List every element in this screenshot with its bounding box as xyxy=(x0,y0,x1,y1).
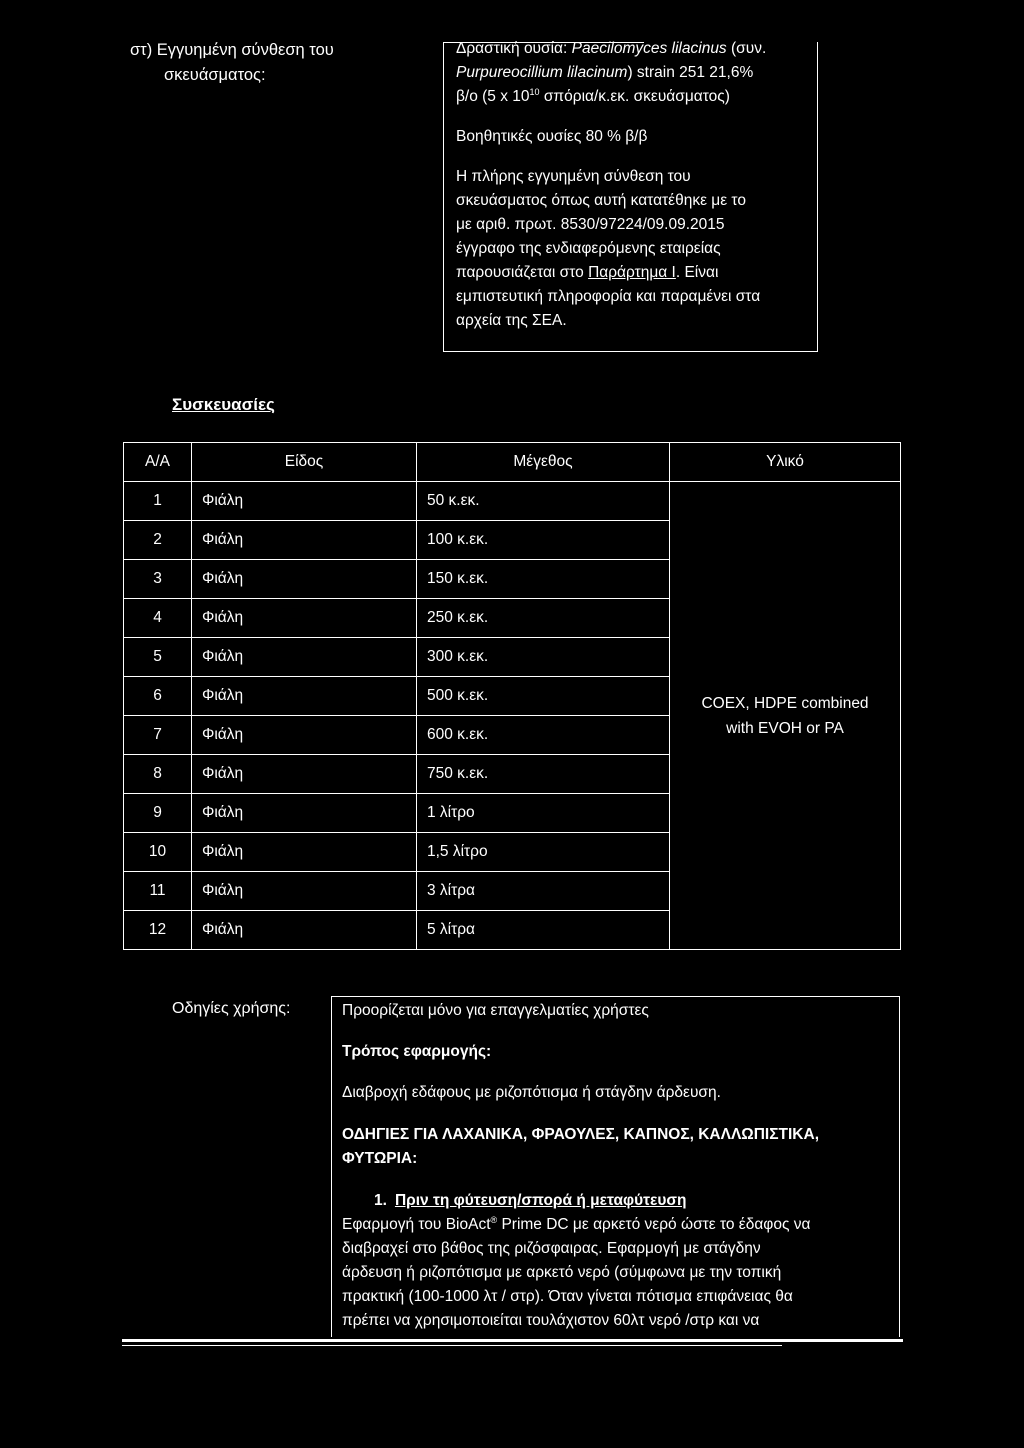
composition-box xyxy=(443,42,818,352)
row-no: 2 xyxy=(124,521,192,560)
row-no: 7 xyxy=(124,716,192,755)
packaging-header-row xyxy=(124,443,901,482)
row-size: 250 κ.εκ. xyxy=(417,599,670,638)
row-no: 5 xyxy=(124,638,192,677)
row-size: 3 λίτρα xyxy=(417,872,670,911)
packaging-heading: Συσκευασίες xyxy=(172,395,275,414)
crops-heading-line1: ΟΔΗΓΙΕΣ ΓΙΑ ΛΑΧΑΝΙΚΑ, ΦΡΑΟΥΛΕΣ, ΚΑΠΝΟΣ, ΚΑΛΛΩΠΙΣΤΙΚΑ, xyxy=(342,1126,819,1143)
row-kind: Φιάλη xyxy=(192,599,417,638)
step1-line2: διαβραχεί στο βάθος της ριζόσφαιρας. Εφαρμογή με στάγδην xyxy=(342,1240,761,1257)
method-heading: Τρόπος εφαρμογής: xyxy=(342,1043,492,1060)
material-line1: COEX, HDPE combined xyxy=(701,694,869,712)
directions-text xyxy=(342,999,892,1333)
step1-title: Πριν τη φύτευση/σπορά ή μεταφύτευση xyxy=(394,1192,687,1209)
row-size: 150 κ.εκ. xyxy=(417,560,670,599)
full-composition-line1: Η πλήρης εγγυημένη σύνθεση του xyxy=(456,168,691,185)
composition-label xyxy=(130,38,370,88)
row-size: 300 κ.εκ. xyxy=(417,638,670,677)
page-bottom-rule xyxy=(122,1339,903,1342)
row-size: 100 κ.εκ. xyxy=(417,521,670,560)
full-line5-a: παρουσιάζεται στο xyxy=(456,264,589,281)
step1-line4: πρακτική (100-1000 λτ / στρ). Όταν γίνεται πότισμα επιφάνειας θα xyxy=(342,1288,793,1305)
row-size: 1 λίτρο xyxy=(417,794,670,833)
row-no: 11 xyxy=(124,872,192,911)
active-prefix: Δραστική ουσία: xyxy=(456,40,572,57)
step1-line5: πρέπει να χρησιμοποιείται τουλάχιστον 60λτ νερό /στρ και να xyxy=(342,1312,760,1329)
row-kind: Φιάλη xyxy=(192,833,417,872)
full-composition-line2: σκευάσματος όπως αυτή κατατέθηκε με το xyxy=(456,192,746,209)
active-synonym: Purpureocillium lilacinum xyxy=(456,64,628,81)
full-composition-line5 xyxy=(456,261,816,285)
step1-number: 1. xyxy=(374,1192,387,1209)
directions-box xyxy=(331,996,900,1337)
row-kind: Φιάλη xyxy=(192,521,417,560)
row-kind: Φιάλη xyxy=(192,638,417,677)
active-substance-line2 xyxy=(456,61,816,85)
directions-label: Οδηγίες χρήσης: xyxy=(172,1000,291,1017)
step1-heading xyxy=(342,1189,892,1213)
row-kind: Φιάλη xyxy=(192,716,417,755)
row-size: 750 κ.εκ. xyxy=(417,755,670,794)
step1-line1 xyxy=(342,1213,892,1237)
row-size: 1,5 λίτρο xyxy=(417,833,670,872)
header-size: Μέγεθος xyxy=(417,443,670,482)
active-substance-line3 xyxy=(456,85,816,109)
registered-mark: ® xyxy=(490,1214,498,1225)
row-size: 500 κ.εκ. xyxy=(417,677,670,716)
adjuvants-line: Βοηθητικές ουσίες 80 % β/β xyxy=(456,128,648,145)
page-bottom-rule-thin xyxy=(122,1345,782,1346)
row-kind: Φιάλη xyxy=(192,560,417,599)
material-line2: with EVOH or PA xyxy=(726,719,844,737)
full-line5-b: . Είναι xyxy=(675,264,719,281)
row-kind: Φιάλη xyxy=(192,755,417,794)
active-conc-a: β/ο (5 x 10 xyxy=(456,88,530,105)
packaging-table xyxy=(123,442,901,950)
step1-line3: άρδευση ή ριζοπότισμα με αρκετό νερό (σύμφωνα με την τοπική xyxy=(342,1264,782,1281)
header-material: Υλικό xyxy=(670,443,901,482)
active-strain: ) strain 251 21,6% xyxy=(627,64,754,81)
active-conc-exponent: 10 xyxy=(529,86,540,97)
row-no: 6 xyxy=(124,677,192,716)
row-no: 1 xyxy=(124,482,192,521)
step1-line1-a: Εφαρμογή του BioAct xyxy=(342,1216,491,1233)
active-name: Paecilomyces lilacinus xyxy=(571,40,727,57)
header-no: Α/Α xyxy=(124,443,192,482)
row-kind: Φιάλη xyxy=(192,872,417,911)
professional-use-line: Προορίζεται μόνο για επαγγελματίες χρήστες xyxy=(342,1002,649,1019)
active-syn-open: (συν. xyxy=(726,40,767,57)
full-composition-line7: αρχεία της ΣΕΑ. xyxy=(456,312,567,329)
row-kind: Φιάλη xyxy=(192,482,417,521)
annex-link[interactable]: Παράρτημα Ι xyxy=(588,264,676,281)
active-substance-line1 xyxy=(456,37,816,61)
full-composition-line4: έγγραφο της ενδιαφερόμενης εταιρείας xyxy=(456,240,721,257)
step1-line1-b: Prime DC με αρκετό νερό ώστε το έδαφος να xyxy=(497,1216,811,1233)
full-composition-line6: εμπιστευτική πληροφορία και παραμένει στα xyxy=(456,288,761,305)
row-kind: Φιάλη xyxy=(192,794,417,833)
row-kind: Φιάλη xyxy=(192,911,417,950)
composition-label-line2: σκευάσματος: xyxy=(164,66,266,84)
row-no: 9 xyxy=(124,794,192,833)
header-kind: Είδος xyxy=(192,443,417,482)
method-text: Διαβροχή εδάφους με ριζοπότισμα ή στάγδην άρδευση. xyxy=(342,1084,721,1101)
row-size: 50 κ.εκ. xyxy=(417,482,670,521)
row-no: 8 xyxy=(124,755,192,794)
row-no: 4 xyxy=(124,599,192,638)
row-no: 10 xyxy=(124,833,192,872)
row-size: 600 κ.εκ. xyxy=(417,716,670,755)
row-kind: Φιάλη xyxy=(192,677,417,716)
row-no: 3 xyxy=(124,560,192,599)
crops-heading-line2: ΦΥΤΩΡΙΑ: xyxy=(342,1150,418,1167)
full-composition-line3: με αριθ. πρωτ. 8530/97224/09.09.2015 xyxy=(456,216,725,233)
row-no: 12 xyxy=(124,911,192,950)
composition-label-line1: στ) Εγγυημένη σύνθεση του xyxy=(130,41,334,59)
composition-text xyxy=(456,37,816,333)
active-conc-b: σπόρια/κ.εκ. σκευάσματος) xyxy=(539,88,730,105)
table-row xyxy=(124,482,901,521)
material-cell xyxy=(670,482,901,950)
row-size: 5 λίτρα xyxy=(417,911,670,950)
